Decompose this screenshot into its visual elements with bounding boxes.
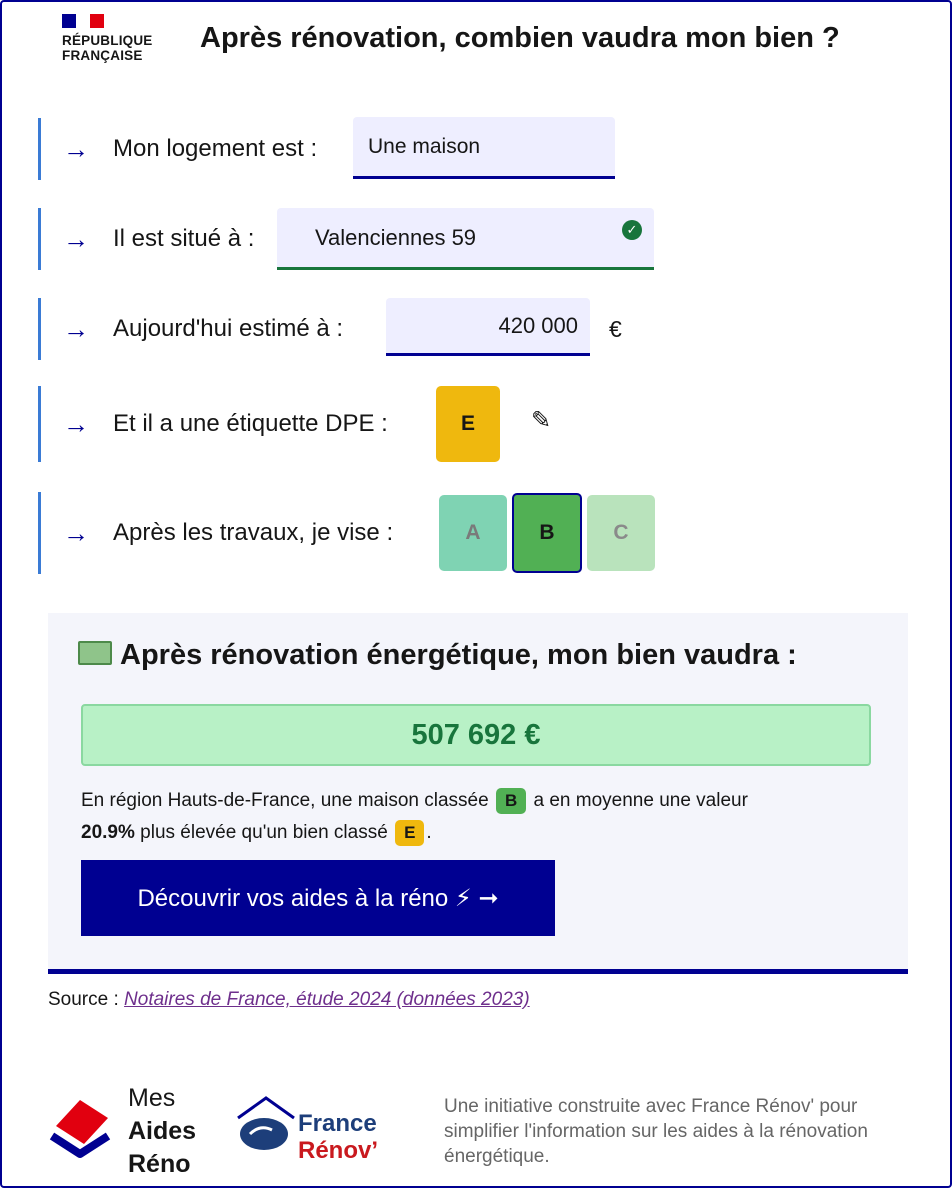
result-title: Après rénovation énergétique, mon bien vaudra :	[78, 639, 797, 672]
arrow-right-icon: →	[63, 408, 89, 439]
question-row-dpe	[38, 386, 741, 462]
question-row-location	[38, 208, 741, 270]
logo-line-2: FRANÇAISE	[62, 48, 143, 63]
footer-note: Une initiative construite avec France Rénov' pour simplifier l'information sur les aides à la rénovation énergétique.	[444, 1096, 868, 1167]
edit-pencil-icon[interactable]: ✎	[531, 407, 552, 434]
target-dpe-c-button[interactable]: C	[587, 495, 655, 571]
question-row-target	[38, 492, 741, 574]
target-dpe-b-button[interactable]: B	[512, 493, 582, 573]
question-row-price	[38, 298, 741, 360]
target-dpe-mini-badge: B	[496, 788, 526, 814]
location-value: Valenciennes 59	[315, 224, 477, 250]
arrow-right-icon: →	[63, 517, 89, 548]
source-link[interactable]: Notaires de France, étude 2024 (données 2023)	[124, 989, 530, 1010]
result-panel	[48, 613, 908, 969]
current-dpe-mini-badge: E	[395, 820, 424, 846]
logo-line-1: RÉPUBLIQUE	[62, 33, 153, 48]
republique-francaise-logo	[62, 14, 153, 63]
current-dpe-badge[interactable]: E	[436, 386, 500, 462]
banknote-icon	[78, 641, 112, 665]
type-label: Mon logement est :	[113, 135, 318, 162]
france-renov-wordmark: France Rénov’	[298, 1110, 379, 1164]
price-label: Aujourd'hui estimé à :	[113, 315, 344, 342]
housing-type-value: Une maison	[368, 134, 481, 158]
arrow-right-icon: →	[63, 313, 89, 344]
percent-value: 20.9%	[81, 822, 135, 843]
france-renov-logo-icon	[236, 1096, 296, 1154]
location-input[interactable]	[277, 208, 654, 270]
estimated-value: 507 692 €	[81, 704, 871, 766]
target-label: Après les travaux, je vise :	[113, 519, 394, 546]
currency-symbol: €	[609, 315, 622, 342]
price-input[interactable]	[386, 298, 590, 356]
dpe-label: Et il a une étiquette DPE :	[113, 410, 388, 437]
arrow-right-icon: →	[63, 133, 89, 164]
mes-aides-reno-logo-icon	[48, 1096, 114, 1160]
price-value: 420 000	[498, 312, 578, 338]
result-divider	[48, 969, 908, 974]
arrow-right-icon: →	[63, 223, 89, 254]
mes-aides-reno-wordmark: Mes Aides Réno	[128, 1084, 197, 1178]
discover-aids-button[interactable]: Découvrir vos aides à la réno ⚡ ➞	[81, 860, 555, 936]
french-flag-icon	[62, 14, 104, 28]
location-label: Il est situé à :	[113, 225, 255, 252]
source-line	[48, 989, 530, 1011]
page-title: Après rénovation, combien vaudra mon bien ?	[200, 22, 840, 54]
housing-type-select[interactable]	[353, 117, 615, 179]
result-explanation: En région Hauts-de-France, une maison classée B a en moyenne une valeur 20.9% plus élevée qu'un bien classé E .	[81, 785, 881, 849]
source-prefix: Source :	[48, 989, 119, 1010]
target-dpe-a-button[interactable]: A	[439, 495, 507, 571]
question-row-type	[38, 118, 741, 180]
check-circle-icon: ✓	[622, 220, 642, 240]
